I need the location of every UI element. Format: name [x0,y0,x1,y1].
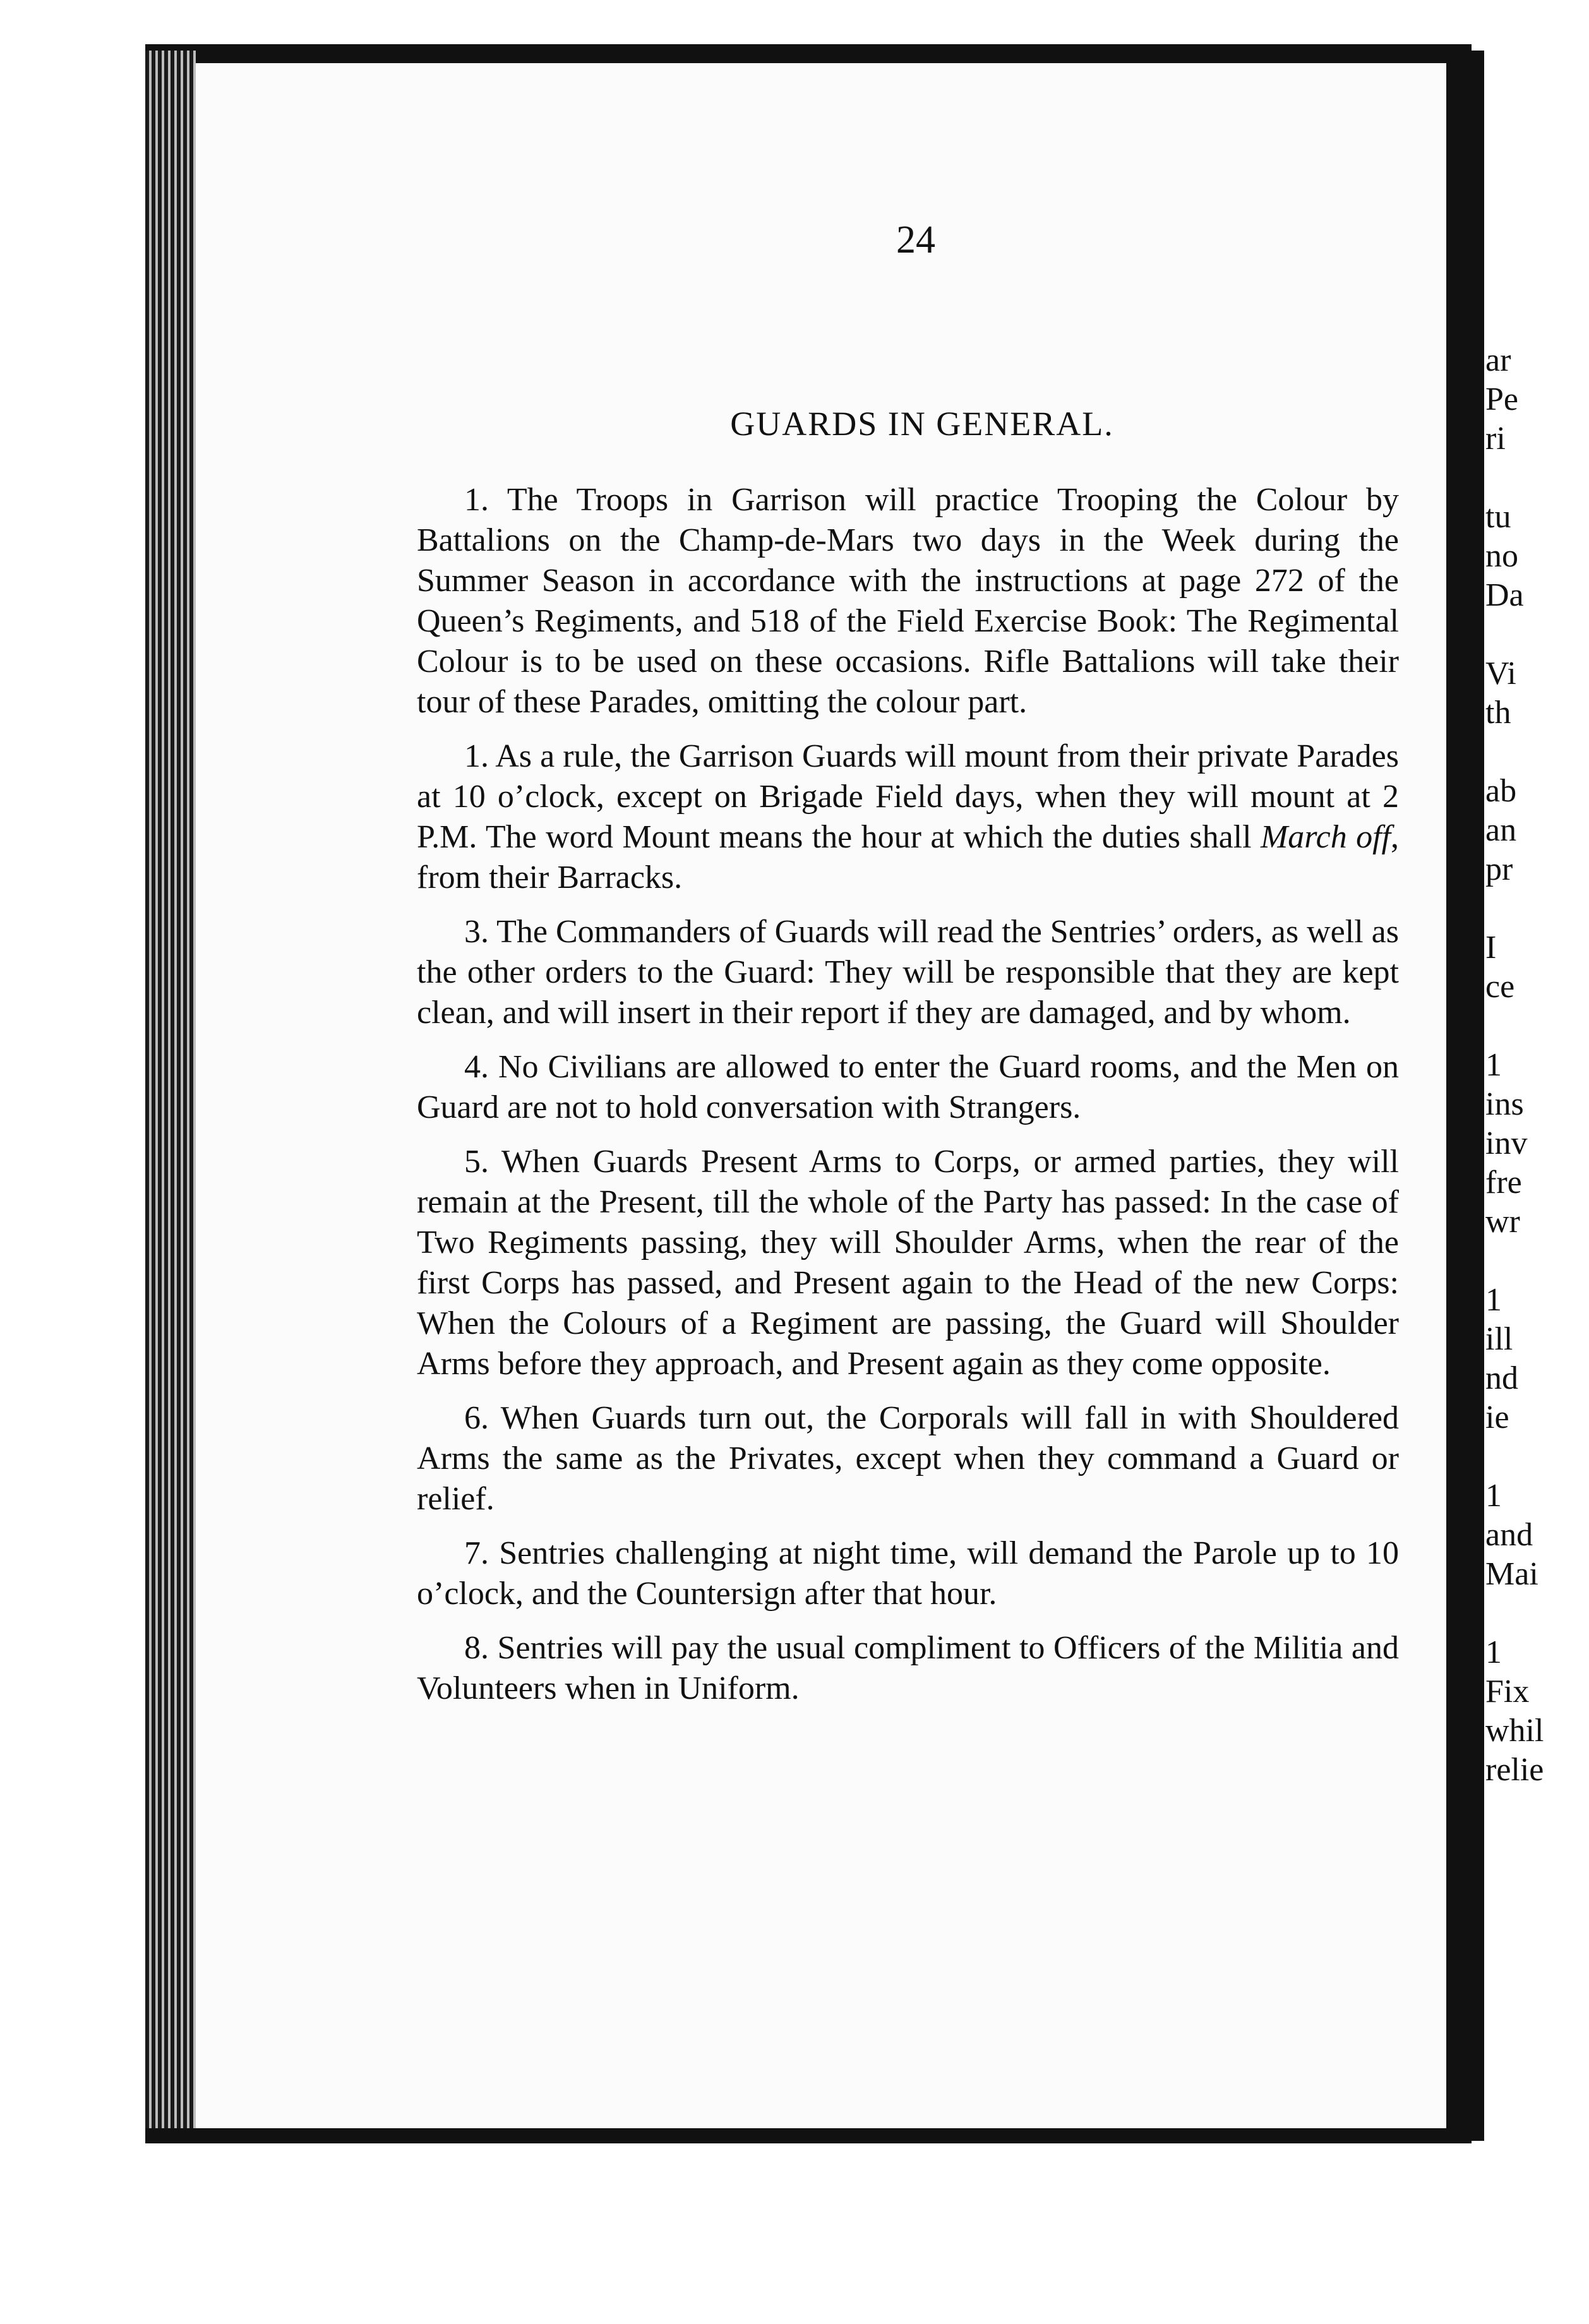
book-binding-edge [145,51,196,2135]
facing-line: no [1485,538,1518,574]
body-text [417,480,1399,1723]
paragraph-2-italic: March off [1260,819,1391,855]
facing-line [1485,458,1589,498]
facing-line [1485,889,1589,928]
paragraph-7: 7. Sentries challenging at night time, will demand the Parole up to 10 o’clock, and the Countersign after that hour. [417,1535,1399,1612]
facing-line: ce [1485,969,1515,1005]
facing-line: 1 [1485,1047,1502,1083]
facing-line: inv [1485,1125,1528,1161]
page-top-border [145,44,1472,63]
facing-line: ab [1485,773,1517,809]
facing-line: Fix [1485,1674,1530,1710]
facing-line: Pe [1485,381,1518,417]
facing-line [1485,733,1589,772]
facing-line: ins [1485,1086,1524,1122]
facing-line: tu [1485,499,1511,535]
facing-line: an [1485,812,1517,848]
facing-line: ill [1485,1321,1513,1357]
paragraph-6: 6. When Guards turn out, the Corporals will fall in with Shouldered Arms the same as the Privates, except when they command a Guard or relief. [417,1400,1399,1517]
paragraph-4: 4. No Civilians are allowed to enter the Guard rooms, and the Men on Guard are not to hold conversation with Strangers. [417,1049,1399,1125]
facing-line: ie [1485,1399,1509,1435]
book-gutter [1446,51,1484,2141]
facing-line [1485,1437,1589,1476]
facing-line [1485,615,1589,654]
page-bottom-border [145,2128,1472,2143]
paragraph-1: 1. The Troops in Garrison will practice Trooping the Colour by Battalions on the Champ-de-Mars two days in the Week during the Summer Season in accordance with the instructions at page 272 of the Queen’s Regiments, and 518 of the Field Exercise Book: The Regimental Colour is to be used on these occasions. Rifle Battalions will take their tour of these Parades, omitting the colour part. [417,482,1399,720]
section-heading: GUARDS IN GENERAL. [730,405,1114,443]
facing-line: pr [1485,851,1513,887]
paragraph-3: 3. The Commanders of Guards will read the Sentries’ orders, as well as the other orders to the Guard: They will be responsible that they are kept clean, and will insert in their report if they are damaged, and by whom. [417,914,1399,1031]
facing-line: ri [1485,421,1506,457]
facing-line [1485,1242,1589,1281]
facing-line: relie [1485,1752,1544,1788]
paragraph-8: 8. Sentries will pay the usual compliment to Officers of the Militia and Volunteers when in Uniform. [417,1630,1399,1706]
facing-line: Da [1485,577,1524,613]
facing-line: I [1485,930,1497,966]
paragraph-2-text: 1. As a rule, the Garrison Guards will mount from their private Parades at 10 o’clock, except on Brigade Field days, when they will mount at 2 P.M. The word Mount means the hour at which the duties shall [417,738,1399,855]
paragraph-2-text-end: , from their Barracks. [417,819,1399,895]
facing-line: Mai [1485,1556,1538,1592]
facing-line: Vi [1485,656,1516,692]
facing-line: ar [1485,342,1511,378]
facing-line [1485,1594,1589,1633]
facing-line: and [1485,1517,1533,1553]
facing-line: 1 [1485,1282,1502,1318]
facing-line: wr [1485,1204,1520,1240]
facing-line: nd [1485,1360,1518,1396]
paragraph-5: 5. When Guards Present Arms to Corps, or armed parties, they will remain at the Present, till the whole of the Party has passed: In the case of Two Regiments passing, they will Shoulder Arms, when the rear of the first Corps has passed, and Present again to the Head of the new Corps: When the Colours of a Regiment are passing, the Guard will Shoulder Arms before they approach, and Present again as they come opposite. [417,1144,1399,1382]
paragraph-2 [417,736,1399,898]
facing-line: 1 [1485,1634,1502,1670]
facing-line: th [1485,695,1511,731]
facing-line: 1 [1485,1478,1502,1514]
facing-line: whil [1485,1713,1544,1749]
facing-line: fre [1485,1165,1522,1201]
facing-page-fragment [1485,341,1589,1983]
facing-line [1485,1007,1589,1046]
page-number: 24 [896,219,935,261]
